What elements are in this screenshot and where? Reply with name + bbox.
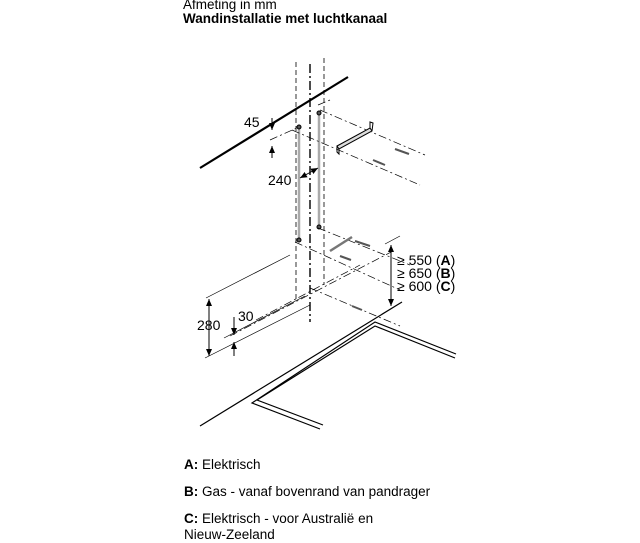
wall-bracket-top xyxy=(337,122,373,154)
ceiling-line xyxy=(200,77,348,168)
dim-min-a: ≥ 550 (A) xyxy=(397,252,456,268)
screw xyxy=(352,306,362,310)
worktop-edge xyxy=(200,302,402,426)
screw xyxy=(373,160,385,165)
legend-item-a: A: Elektrisch xyxy=(184,457,261,472)
screw xyxy=(340,256,351,260)
dim-280-label: 280 xyxy=(197,317,221,333)
dim-240-label: 240 xyxy=(268,172,292,188)
screw xyxy=(395,149,409,154)
diagram-title: Wandinstallatie met luchtkanaal xyxy=(183,11,388,26)
legend-item-b: B: Gas - vanaf bovenrand van pandrager xyxy=(184,484,431,499)
dim-45-label: 45 xyxy=(244,114,260,130)
screw xyxy=(355,241,370,246)
measurement-unit-note: Afmeting in mm xyxy=(183,0,277,12)
dim-min-c: ≥ 600 (C) xyxy=(397,278,456,294)
dim-240-arrow xyxy=(300,173,309,178)
dim-min-b: ≥ 650 (B) xyxy=(397,265,456,281)
legend-item-c: C: Elektrisch - voor Australië en Nieuw-Zeeland xyxy=(184,511,374,542)
dim-30-label: 30 xyxy=(238,308,254,324)
